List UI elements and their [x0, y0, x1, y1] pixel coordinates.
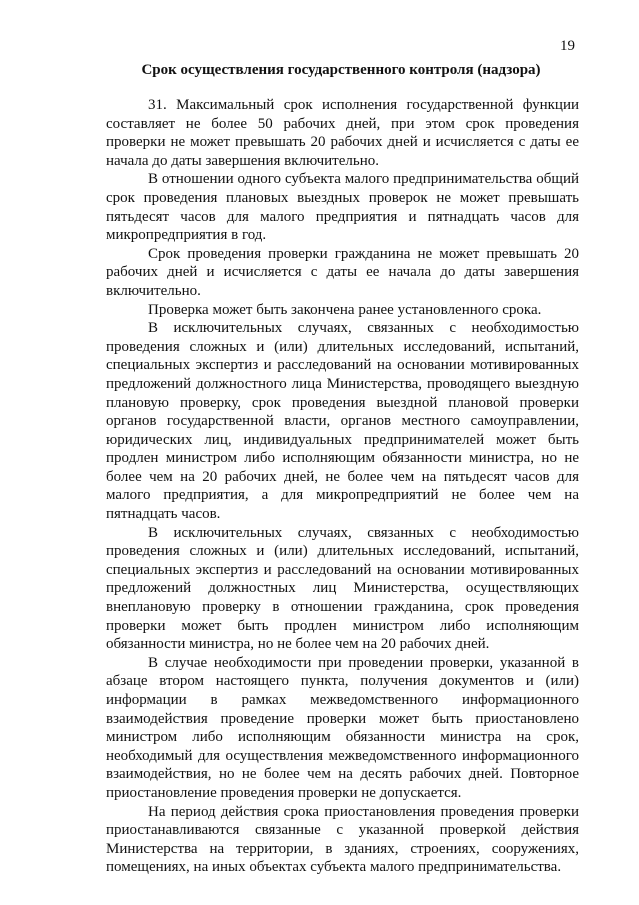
page-number: 19 [560, 38, 575, 54]
paragraph: В исключительных случаях, связанных с необходимостью проведения сложных и (или) длительных исследований, испытаний, специальных экспертиз и расследований на основании мотивированных предложений должностных лиц Министерства, осуществляющих внеплановую проверку в отношении гражданина, срок проведения проверки может быть продлен министром либо исполняющим обязанности министра, но не более чем на 20 рабочих дней. [106, 524, 579, 653]
paragraph: Проверка может быть закончена ранее установленного срока. [148, 301, 542, 318]
paragraph: В исключительных случаях, связанных с необходимостью проведения сложных и (или) длительных исследований, испытаний, специальных экспертиз и расследований на основании мотивированных предложений должностного лица Министерства, проводящего выездную плановую проверку, срок проведения выездной плановой проверки органов государственной власти, органов местного самоуправлении, юридических лиц, индивидуальных предпринимателей может быть продлен министром либо исполняющим обязанности министра, но не более чем на 20 рабочих дней, не более чем на пятьдесят часов для малого предприятия, а для микропредприятий не более чем на пятнадцать часов. [106, 320, 579, 523]
document-body [106, 96, 579, 877]
paragraph: 31. Максимальный срок исполнения государственной функции составляет не более 50 рабочих дней, при этом срок проведения проверки не может превышать 20 рабочих дней и исчисляется с даты ее начала до даты завершения включительно. [106, 97, 579, 169]
section-heading: Срок осуществления государственного контроля (надзора) [141, 62, 541, 78]
paragraph: На период действия срока приостановления проведения проверки приостанавливаются связанные с указанной проверкой действия Министерства на территории, в зданиях, строениях, сооружениях, помещениях, на иных объектах субъекта малого предпринимательства. [106, 803, 579, 876]
paragraph: В случае необходимости при проведении проверки, указанной в абзаце втором настоящего пункта, получения документов и (или) информации в рамках межведомственного информационного взаимодействия проведение проверки может быть приостановлено министром либо исполняющим обязанности министра на срок, необходимый для осуществления межведомственного информационного взаимодействия, но не более чем на десять рабочих дней. Повторное приостановление проведения проверки не допускается. [106, 654, 579, 801]
paragraph: В отношении одного субъекта малого предпринимательства общий срок проведения плановых выездных проверок не может превышать пятьдесят часов для малого предприятия и пятнадцать часов для микропредприятия в год. [106, 171, 579, 244]
paragraph: Срок проведения проверки гражданина не может превышать 20 рабочих дней и исчисляется с даты ее начала до даты завершения включительно. [106, 245, 579, 299]
